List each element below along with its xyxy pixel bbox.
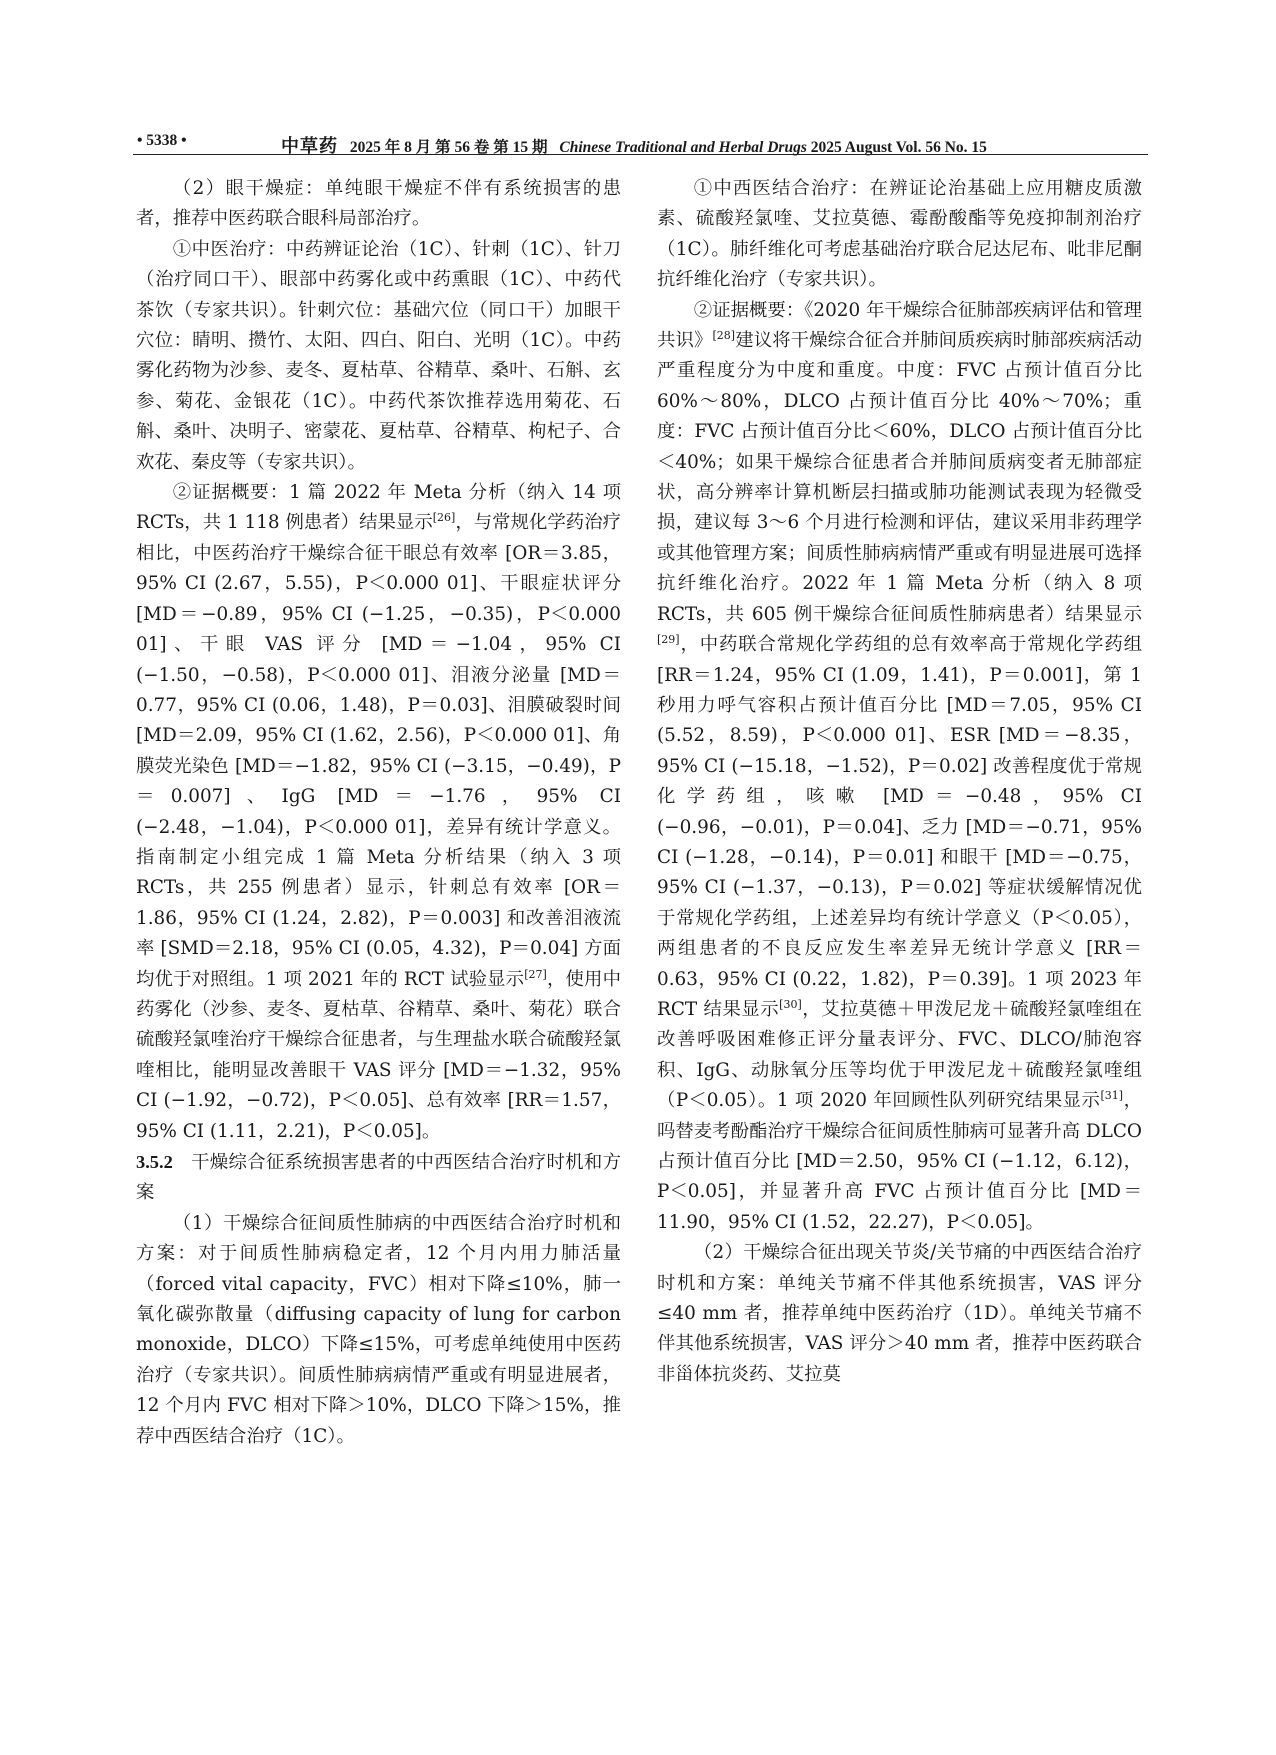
paragraph-arthritis-treatment: （2）干燥综合征出现关节炎/关节痛的中西医结合治疗时机和方案：单纯关节痛不伴其他系统损害，VAS 评分≤40 mm 者，推荐单纯中医药治疗（1D）。单纯关节痛不伴其他系统损害，VAS 评分＞40 mm 者，推荐中医药联合非甾体抗炎药、艾拉莫 <box>657 1242 1142 1385</box>
text-segment: ②证据概要：《2020 年干燥综合征肺部疾病评估和管理共识》 <box>657 299 1142 352</box>
citation-ref[interactable]: [29] <box>657 633 680 647</box>
paragraph-evidence-summary-ild <box>657 296 1142 1239</box>
citation-ref[interactable]: [31] <box>1100 1089 1124 1103</box>
text-segment: ，艾拉莫德＋甲泼尼龙＋硫酸羟氯喹组在改善呼吸困难修正评分量表评分、FVC、DLCO/肺泡容积、IgG、动脉氧分压等均优于甲泼尼龙＋硫酸羟氯喹组（P＜0.05）。1 项 2020 年回顾性队列研究结果显示 <box>657 998 1142 1112</box>
citation-ref[interactable]: [27] <box>524 967 547 981</box>
right-column <box>657 174 1142 1390</box>
page-number: • 5338 • <box>137 132 187 149</box>
issue-info-en: 2025 August Vol. 56 No. 15 <box>810 139 987 156</box>
text-segment: ，使用中药雾化（沙参、麦冬、夏枯草、谷精草、桑叶、菊花）联合硫酸羟氯喹治疗干燥综合征患者，与生理盐水联合硫酸羟氯喹相比，能明显改善眼干 VAS 评分 [MD＝−1.32，95% CI (−1.92，−0.72)，P＜0.05]、总有效率 [RR＝1.57，95% CI (1.11，2.21)，P＜0.05]。 <box>136 968 621 1142</box>
section-number: 3.5.2 <box>136 1152 173 1172</box>
paragraph-integrated-treatment: ①中西医结合治疗：在辨证论治基础上应用糖皮质激素、硫酸羟氯喹、艾拉莫德、霉酚酸酯等免疫抑制剂治疗（1C）。肺纤维化可考虑基础治疗联合尼达尼布、吡非尼酮抗纤维化治疗（专家共识）。 <box>657 178 1142 291</box>
paragraph-tcm-treatment: ①中医治疗：中药辨证论治（1C）、针刺（1C）、针刀（治疗同口干）、眼部中药雾化或中药熏眼（1C）、中药代茶饮（专家共识）。针刺穴位：基础穴位（同口干）加眼干穴位：睛明、攒竹、太阳、四白、阳白、光明（1C）。中药雾化药物为沙参、麦冬、夏枯草、谷精草、桑叶、石斛、玄参、菊花、金银花（1C）。中药代茶饮推荐选用菊花、石斛、桑叶、决明子、密蒙花、夏枯草、谷精草、枸杞子、合欢花、秦皮等（专家共识）。 <box>136 238 621 473</box>
citation-ref[interactable]: [26] <box>432 511 456 525</box>
text-segment: ②证据概要：1 篇 2022 年 Meta 分析（纳入 14 项 RCTs，共 1 118 例患者）结果显示 <box>136 482 621 534</box>
text-segment: ，中药联合常规化学药组的总有效率高于常规化学药组 [RR＝1.24，95% CI (1.09，1.41)，P＝0.001]，第 1 秒用力呼气容积占预计值百分比 [MD＝7.05，95% CI (5.52，8.59)，P＜0.000 01]、ESR [MD＝−8.35，95% CI (−15.18，−1.52)，P＝0.02] 改善程度优于常规化学药组，咳嗽 [MD＝−0.48，95% CI (−0.96，−0.01)，P＝0.04]、乏力 [MD＝−0.71，95% CI (−1.28，−0.14)，P＝0.01] 和眼干 [MD＝−0.75，95% CI (−1.37，−0.13)，P＝0.02] 等症状缓解情况优于常规化学药组，上述差异均有统计学意义（P＜0.05），两组患者的不良反应发生率差异无统计学意义 [RR＝0.63，95% CI (0.22，1.82)，P＝0.39]。1 项 2023 年 RCT 结果显示 <box>657 634 1142 1020</box>
paragraph-evidence-summary <box>136 478 621 1147</box>
journal-title-en: Chinese Traditional and Herbal Drugs <box>559 139 807 156</box>
header-rule <box>133 154 1148 155</box>
section-heading <box>136 1147 621 1209</box>
left-column <box>136 174 621 1452</box>
text-segment: 建议将干燥综合征合并肺间质疾病时肺部疾病活动严重程度分为中度和重度。中度：FVC 占预计值百分比 60%～80%，DLCO 占预计值百分比 40%～70%；重度：FVC 占预计值百分比＜60%，DLCO 占预计值百分比＜40%；如果干燥综合征患者合并肺间质病变者无肺部症状，高分辨率计算机断层扫描或肺功能测试表现为轻微受损，建议每 3～6 个月进行检测和评估，建议采用非药理学或其他管理方案；间质性肺病病情严重或有明显进展可选择抗纤维化治疗。2022 年 1 篇 Meta 分析（纳入 8 项 RCTs，共 605 例干燥综合征间质性肺病患者）结果显示 <box>657 330 1142 625</box>
text-segment: ，吗替麦考酚酯治疗干燥综合征间质性肺病可显著升高 DLCO 占预计值百分比 [MD＝2.50，95% CI (−1.12，6.12)，P＜0.05]，并显著升高 FVC 占预计值百分比 [MD＝11.90，95% CI (1.52，22.27)，P＜0.05]。 <box>657 1090 1142 1233</box>
issue-info-cn: 2025 年 8 月 第 56 卷 第 15 期 <box>349 139 548 156</box>
paragraph-ild-treatment: （1）干燥综合征间质性肺病的中西医结合治疗时机和方案：对于间质性肺病稳定者，12 个月内用力肺活量（forced vital capacity，FVC）相对下降≤10%，肺一氧化碳弥散量（diffusing capacity of lung for carbon monoxide，DLCO）下降≤15%，可考虑单纯使用中医药治疗（专家共识）。间质性肺病病情严重或有明显进展者，12 个月内 FVC 相对下降＞10%，DLCO 下降＞15%，推荐中西医结合治疗（1C）。 <box>136 1212 621 1447</box>
journal-title-cn: 中草药 <box>281 136 338 156</box>
citation-ref[interactable]: [28] <box>712 329 736 343</box>
text-segment: ，与常规化学药治疗相比，中医药治疗干燥综合征干眼总有效率 [OR＝3.85，95% CI (2.67，5.55)，P＜0.000 01]、干眼症状评分 [MD＝−0.89，95% CI (−1.25，−0.35)，P＜0.000 01]、干眼 VAS 评分 [MD＝−1.04，95% CI (−1.50，−0.58)，P＜0.000 01]、泪液分泌量 [MD＝0.77，95% CI (0.06，1.48)，P＝0.03]、泪膜破裂时间 [MD＝2.09，95% CI (1.62，2.56)，P＜0.000 01]、角膜荧光染色 [MD＝−1.82，95% CI (−3.15，−0.49)，P＝0.007]、IgG [MD＝−1.76，95% CI (−2.48，−1.04)，P＜0.000 01]，差异有统计学意义。指南制定小组完成 1 篇 Meta 分析结果（纳入 3 项 RCTs，共 255 例患者）显示，针刺总有效率 [OR＝1.86，95% CI (1.24，2.82)，P＝0.003] 和改善泪液流率 [SMD＝2.18，95% CI (0.05，4.32)，P＝0.04] 方面均优于对照组。1 项 2021 年的 RCT 试验显示 <box>136 512 621 990</box>
running-header <box>133 128 1148 154</box>
citation-ref[interactable]: [30] <box>779 997 802 1011</box>
paragraph-dry-eye: （2）眼干燥症：单纯眼干燥症不伴有系统损害的患者，推荐中医药联合眼科局部治疗。 <box>136 178 621 230</box>
section-title: 干燥综合征系统损害患者的中西医结合治疗时机和方案 <box>136 1152 621 1204</box>
